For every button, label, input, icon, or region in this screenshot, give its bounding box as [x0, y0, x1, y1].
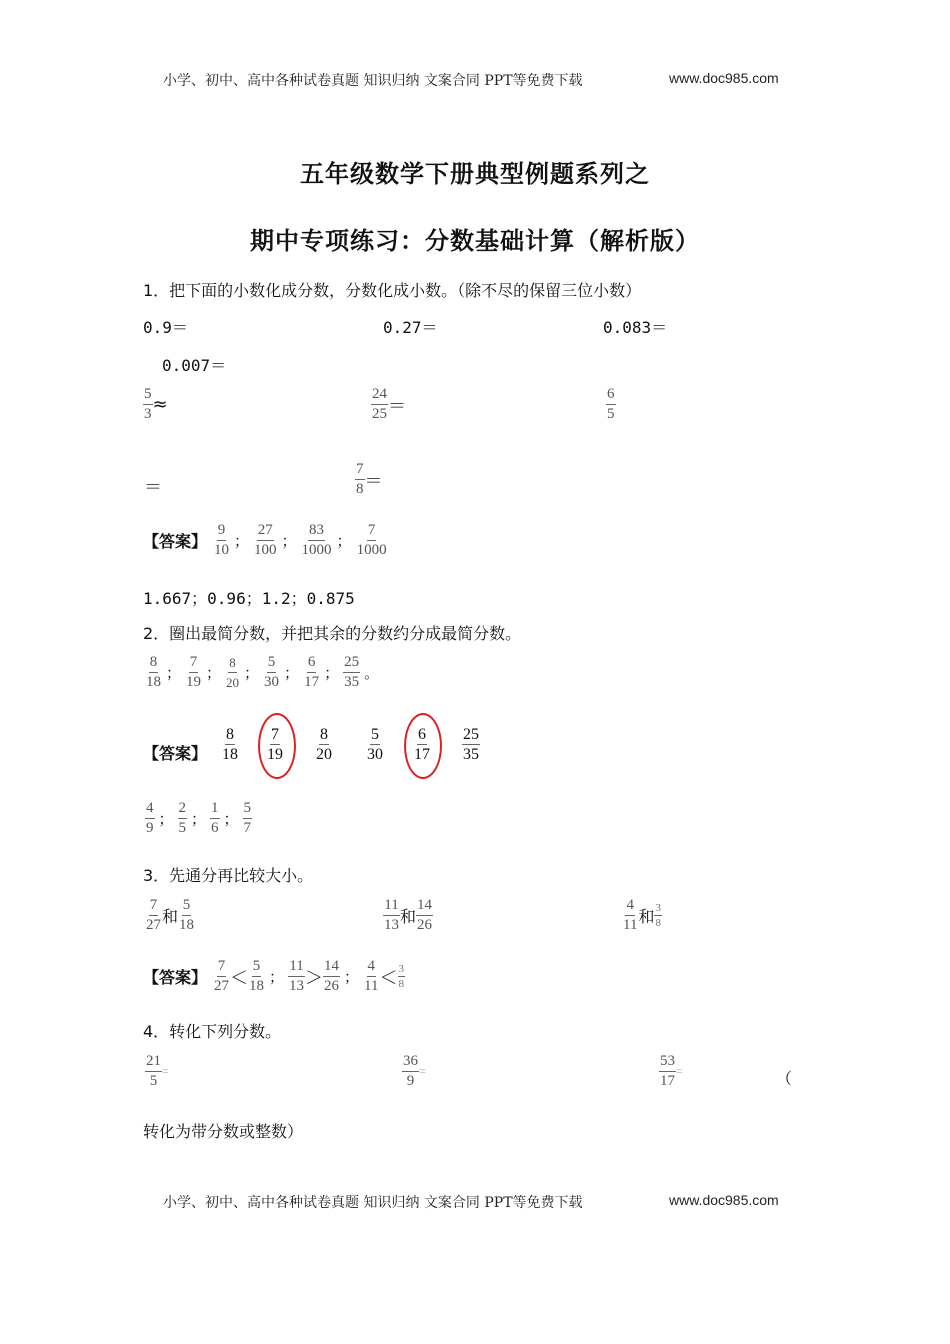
equals-sign: ＝ [364, 470, 383, 492]
fraction: $\frac{25}{35}$ [344, 654, 360, 690]
page-title-2: 期中专项练习：分数基础计算（解析版） [250, 227, 700, 255]
fraction: $\frac{14}{26}$ [324, 958, 340, 994]
fraction: $\frac{4}{9}$ [146, 800, 154, 836]
q2-answer-label: 【答案】 [143, 744, 208, 763]
simplest-circle-1 [258, 713, 296, 779]
fraction: $\frac{14}{26}$ [417, 897, 433, 933]
q3-answer: 【答案】 $\frac{7}{27}$ ＜ $\frac{5}{18}$ ； $\frac{11}{13}$ ＞ $\frac{14}{26}$ ； $\frac{4}{11}$ ＜ $\frac{3}{8}$ [143, 958, 404, 994]
equals-sign: = [676, 1064, 683, 1078]
q2-answer-frac-6 [462, 726, 480, 763]
q3-pair-2 [383, 897, 433, 934]
fraction: $\frac{24}{25}$ [372, 386, 387, 422]
q1-decimal-3: 0.083＝ [603, 318, 668, 337]
fraction: $\frac{6}{5}$ [607, 386, 615, 422]
page-header-text: 小学、初中、高中各种试卷真题 知识归纳 文案合同 PPT等免费下载 [163, 73, 583, 89]
q2-prompt: 2．圈出最简分数，并把其余的分数约分成最简分数。 [143, 624, 522, 643]
fraction: $\frac{3}{8}$ [655, 902, 661, 929]
fraction: $\frac{9}{10}$ [214, 522, 230, 558]
fraction: $\frac{7}{27}$ [214, 958, 230, 994]
q2-answer-frac-1 [221, 726, 239, 763]
q1-fraction-3 [606, 386, 616, 423]
fraction: $\frac{7}{27}$ [146, 897, 161, 933]
answer-label: 【答案】 [143, 532, 208, 551]
and-text: 和 [162, 907, 179, 926]
fraction: $\frac{25}{35}$ [463, 726, 479, 763]
fraction: $\frac{11}{13}$ [289, 958, 305, 994]
fraction: $\frac{6}{17}$ [414, 726, 430, 763]
fraction: $\frac{6}{17}$ [304, 654, 320, 690]
fraction: $\frac{27}{100}$ [254, 522, 277, 558]
page-header-url[interactable]: www.doc985.com [669, 70, 779, 86]
q1-fraction-1 [143, 386, 168, 423]
fraction: $\frac{5}{18}$ [179, 897, 195, 933]
q4-note: 转化为带分数或整数） [143, 1122, 304, 1141]
q2-answer-frac-4 [366, 726, 384, 763]
q1-prompt: 1．把下面的小数化成分数，分数化成小数。（除不尽的保留三位小数） [143, 281, 642, 300]
q1-fraction-4 [355, 461, 383, 498]
fraction: $\frac{1}{6}$ [211, 800, 219, 836]
fraction: $\frac{5}{30}$ [264, 654, 280, 690]
q2-answer-frac-3 [315, 726, 333, 763]
q4-paren-open: （ [776, 1069, 793, 1088]
and-text: 和 [638, 907, 655, 926]
q4-fraction-2 [402, 1053, 426, 1090]
less-than-sign: ＜ [379, 967, 398, 989]
q3-pair-3 [622, 897, 662, 934]
q1-answer-decimals: 1.667；0.96；1.2；0.875 [143, 589, 355, 608]
q4-fraction-3 [659, 1053, 683, 1090]
fraction: $\frac{5}{18}$ [249, 958, 265, 994]
q3-pair-1 [145, 897, 195, 934]
fraction: $\frac{8}{20}$ [226, 655, 240, 690]
q1-answer: 【答案】 $\frac{9}{10}$ ； $\frac{27}{100}$ ； $\frac{83}{1000}$ ； $\frac{7}{1000}$ [143, 522, 387, 558]
q4-fraction-1 [145, 1053, 169, 1090]
equals-sign: = [162, 1064, 169, 1078]
q1-decimal-1: 0.9＝ [143, 318, 188, 337]
q1-fraction-2 [371, 386, 406, 423]
simplest-circle-2 [404, 713, 442, 779]
greater-than-sign: ＞ [305, 967, 324, 989]
less-than-sign: ＜ [230, 967, 249, 989]
fraction: $\frac{4}{11}$ [623, 897, 638, 933]
fraction: $\frac{8}{18}$ [146, 654, 161, 690]
q2-fraction-list: $\frac{8}{18}$ ； $\frac{7}{19}$ ； $\frac{8}{20}$ ； $\frac{5}{30}$ ； $\frac{6}{17}$ ； $\frac{25}{35}$ 。 [146, 654, 380, 690]
fraction: $\frac{21}{5}$ [146, 1053, 161, 1089]
q1-decimal-2: 0.27＝ [383, 318, 438, 337]
fraction: $\frac{5}{30}$ [367, 726, 383, 763]
fraction: $\frac{8}{18}$ [222, 726, 238, 763]
fraction: $\frac{53}{17}$ [660, 1053, 675, 1089]
q2-reduced-list: $\frac{4}{9}$ ； $\frac{2}{5}$ ； $\frac{1}{6}$ ； $\frac{5}{7}$ [146, 800, 252, 836]
fraction: $\frac{11}{13}$ [384, 897, 399, 933]
fraction: $\frac{2}{5}$ [178, 800, 187, 836]
equals-sign: = [419, 1064, 426, 1078]
fraction: $\frac{36}{9}$ [403, 1053, 418, 1089]
fraction: $\frac{7}{19}$ [186, 654, 202, 690]
page-footer-text: 小学、初中、高中各种试卷真题 知识归纳 文案合同 PPT等免费下载 [163, 1195, 583, 1211]
q4-prompt: 4．转化下列分数。 [143, 1022, 282, 1041]
fraction: $\frac{3}{8}$ [398, 963, 404, 990]
q1-decimal-4: 0.007＝ [162, 356, 227, 375]
fraction: $\frac{83}{1000}$ [301, 522, 332, 558]
and-text: 和 [400, 907, 417, 926]
answer-label: 【答案】 [143, 968, 208, 987]
fraction: $\frac{5}{7}$ [243, 800, 252, 836]
fraction: $\frac{4}{11}$ [364, 958, 379, 994]
page-footer-url[interactable]: www.doc985.com [669, 1192, 779, 1208]
q3-prompt: 3．先通分再比较大小。 [143, 866, 314, 885]
approx-sign: ≈ [152, 394, 168, 415]
fraction: $\frac{8}{20}$ [316, 726, 332, 763]
fraction: $\frac{7}{19}$ [267, 726, 283, 763]
equals-sign: ＝ [388, 395, 406, 417]
fraction: $\frac{7}{1000}$ [356, 522, 387, 558]
page-title-1: 五年级数学下册典型例题系列之 [300, 160, 650, 188]
q1-equals-alone: ＝ [144, 477, 162, 498]
fraction: $\frac{5}{3}$ [144, 386, 152, 422]
fraction: $\frac{7}{8}$ [356, 461, 364, 497]
